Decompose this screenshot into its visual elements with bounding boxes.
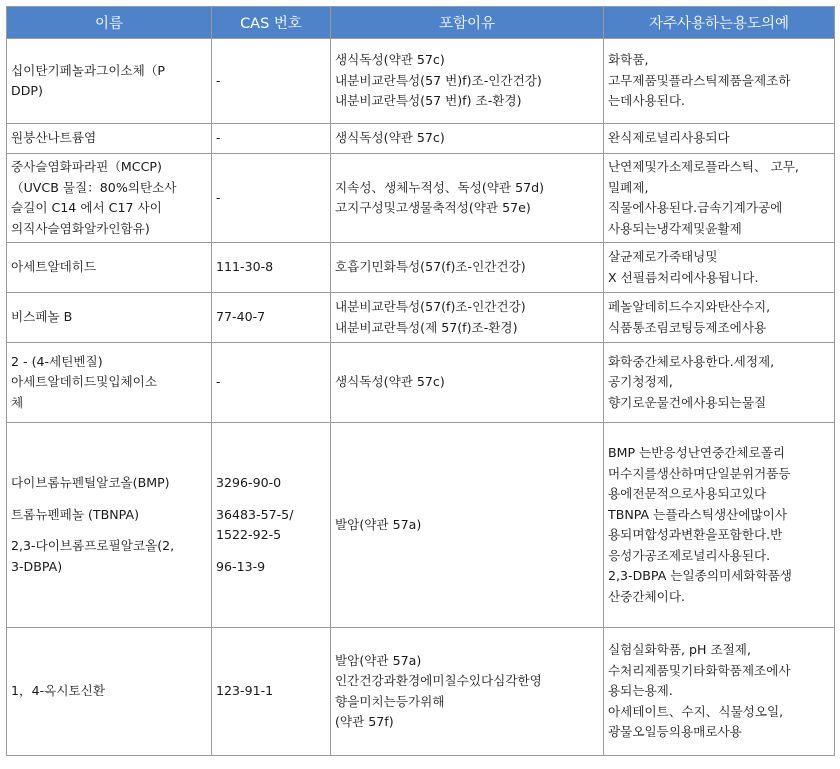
cell-line: 난연제및가소제로플라스틱、 고무, [608,159,799,174]
cell-line: 내분비교란특성(57 번)f)조-인간건강) [335,72,542,88]
cell-line: 3-DBPA) [11,558,63,574]
cell-line: - [216,130,221,146]
cell-line: 머수지를생산하며단일분위거품등 [608,465,791,481]
cell-line: 아세트알데히드 [11,259,97,275]
cell-spacer [216,546,326,557]
cell-line: 발암(약관 57a) [335,652,422,668]
table-row [7,343,835,423]
cell-line: 고지구성및고생물축적성(약관 57e) [335,200,531,215]
substance-table [6,6,835,756]
cell-cas [212,293,331,343]
cell-line: TBNPA 는플라스틱생산에많이사 [608,506,787,522]
cell-reason [331,124,604,154]
cell-line: - [216,72,221,88]
cell-line: 발암(약관 57a) [335,516,422,532]
header-cas: CAS 번호 [212,7,331,39]
cell-line: 향기로운물건에사용되는물질 [608,394,767,410]
cell-line: 2,3-DBPA 는일종의미세화학품생 [608,568,792,583]
cell-line: DDP) [11,83,43,98]
cell-cas [212,39,331,124]
table-row [7,154,835,243]
cell-line: 살균제로가죽태닝및 [608,249,718,264]
table-header-row [7,7,835,39]
cell-line: 공기청정제, [608,374,673,390]
cell-line: 생식독성(약관 57c) [335,130,445,146]
cell-line: 트롬뉴펜페놀 (TBNPA) [11,506,139,522]
cell-line: 비스페놀 B [11,309,73,325]
cell-line: 111-30-8 [216,259,274,275]
cell-line: 화학품, [608,52,649,68]
cell-reason [331,343,604,423]
cell-spacer [11,494,207,505]
cell-line: 수처리제품및기타화학품제조에사 [608,662,791,678]
cell-uses [604,39,835,124]
cell-line: 내분비교란특성(57(f)조-인간건강) [335,299,526,314]
table-row [7,628,835,756]
cell-line: - [216,374,221,390]
cell-name [7,124,212,154]
cell-name [7,154,212,243]
cell-reason [331,154,604,243]
table-row [7,293,835,343]
cell-cas [212,243,331,293]
cell-line: 1522-92-5 [216,527,282,542]
cell-uses [604,243,835,293]
cell-line: 향을미치는등가위해 [335,693,445,709]
cell-line: BMP 는반응성난연중간체로폴리 [608,445,786,460]
cell-spacer [11,525,207,536]
cell-line: 1，4-옥시토신환 [11,683,105,699]
cell-line: 지속성、생체누적성、독성(약관 57d) [335,179,545,195]
document-page [6,6,835,756]
cell-line: 체 [11,394,24,410]
cell-line: 2 - (4-세틴벤질) [11,353,103,369]
cell-reason [331,293,604,343]
cell-line: 직물에사용된다.금속기계가공에 [608,200,783,215]
cell-reason [331,243,604,293]
cell-uses [604,343,835,423]
cell-cas [212,124,331,154]
cell-line: 산중간체이다. [608,588,685,604]
cell-uses [604,423,835,628]
cell-name [7,628,212,756]
cell-line: 호흡기민화특성(57(f)조-인간건강) [335,259,526,275]
cell-line: 123-91-1 [216,683,274,699]
cell-line: 생식독성(약관 57c) [335,52,445,68]
cell-line: 응성가공조제로널리사용된다. [608,547,771,563]
cell-line: 식품통조림코팅등제조에사용 [608,319,767,335]
cell-uses [604,628,835,756]
cell-line: 2,3-다이브롬프로필알코올(2, [11,538,175,553]
cell-line: 내분비교란특성(57 번)f) 조-환경) [335,93,522,109]
cell-line: 생식독성(약관 57c) [335,374,445,390]
cell-name [7,343,212,423]
cell-cas [212,154,331,243]
cell-line: 광물오일등의용매로사용 [608,724,742,740]
cell-reason [331,423,604,628]
cell-reason [331,39,604,124]
cell-line: 아세테이트、수지、식물성오일, [608,703,784,719]
cell-line: (약관 57f) [335,714,394,729]
cell-line: 용에전문적으로사용되고있다 [608,486,767,501]
header-name: 이름 [7,7,212,39]
cell-spacer [216,494,326,505]
cell-line: 내분비교란특성(제 57(f)조-환경) [335,319,518,335]
cell-line: 아세트알데히드및입체이소 [11,374,157,390]
cell-line: 십이탄기페놀과그이소체（P [11,62,166,78]
cell-uses [604,154,835,243]
cell-cas [212,628,331,756]
table-row [7,39,835,124]
cell-line: 는데사용된다. [608,93,685,109]
cell-line: 슬길이 C14 에서 C17 사이 [11,200,162,215]
cell-line: 원붕산나트륨염 [11,130,97,146]
cell-line: （UVCB 물질：80%의탄소사 [11,179,177,195]
table-row [7,124,835,154]
cell-uses [604,124,835,154]
cell-line: 96-13-9 [216,558,266,574]
cell-name [7,243,212,293]
cell-line: 화학중간체로사용한다.세정제, [608,353,775,369]
cell-line: 용되며합성과변환을포함한다.반 [608,527,783,542]
cell-cas [212,423,331,628]
header-reason: 포함이유 [331,7,604,39]
cell-reason [331,628,604,756]
cell-line: 페놀알데히드수지와탄산수지, [608,299,771,314]
cell-line: 77-40-7 [216,309,266,325]
cell-line: 3296-90-0 [216,475,282,490]
cell-line: 실험실화학품, pH 조절제, [608,642,751,658]
cell-line: - [216,189,221,205]
cell-line: 완식제로널리사용되다 [608,130,730,146]
cell-name [7,39,212,124]
table-row [7,423,835,628]
cell-line: 인간건강과환경에미칠수있다심각한영 [335,673,542,688]
cell-line: 용되는용제. [608,683,673,699]
cell-line: 36483-57-5/ [216,506,294,522]
cell-line: X 선필름처리에사용됩니다. [608,269,759,285]
cell-name [7,423,212,628]
cell-line: 의직사슬염화알카인함유) [11,220,150,236]
cell-name [7,293,212,343]
cell-uses [604,293,835,343]
cell-line: 중사슬염화파라핀（MCCP) [11,159,162,174]
header-uses: 자주사용하는용도의예 [604,7,835,39]
cell-line: 고무제품및플라스틱제품을제조하 [608,72,791,88]
table-row [7,243,835,293]
cell-line: 사용되는냉각제및윤활제 [608,220,742,236]
cell-line: 밀폐제, [608,179,649,195]
cell-cas [212,343,331,423]
cell-line: 다이브롬뉴펜틸알코올(BMP) [11,475,170,490]
